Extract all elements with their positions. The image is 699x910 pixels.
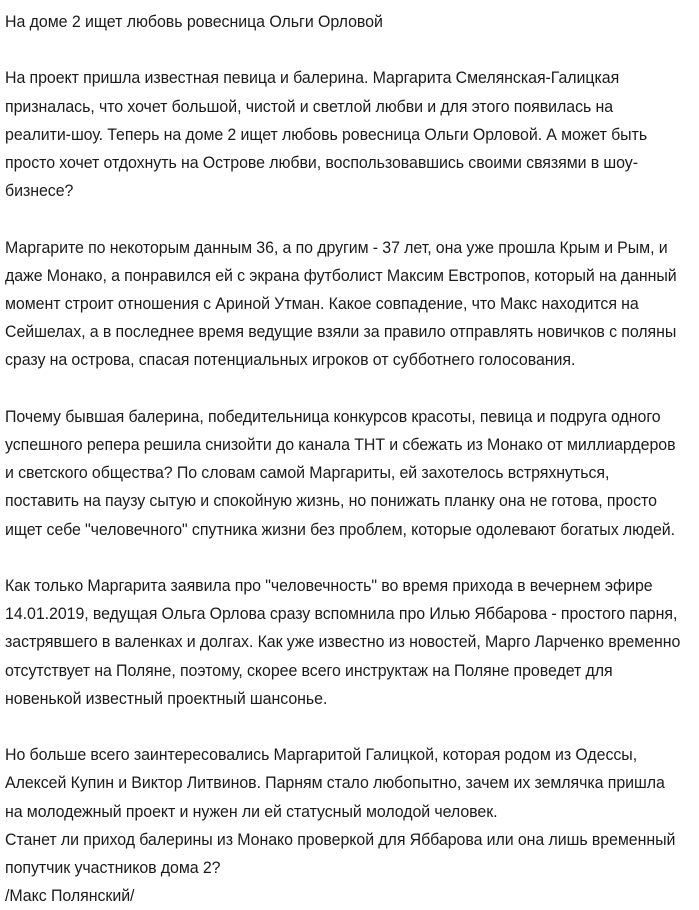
paragraph-spacer bbox=[5, 205, 693, 233]
article-paragraph-4: Как только Маргарита заявила про "человечность" во время прихода в вечернем эфире 14.01.2019, ведущая Ольга Орлова сразу вспомнила про Илью Яббарова - простого парня, застрявшего в валенках и долгах. Как уже известно из новостей, Марго Ларченко временно отсутствует на Поляне, поэтому, скорее всего инструктаж на Поляне проведет для новенькой известный проектный шансонье. bbox=[5, 577, 681, 708]
article-paragraph-5: Но больше всего заинтересовались Маргаритой Галицкой, которая родом из Одессы, Алексей Купин и Виктор Литвинов. Парням стало любопытно, зачем их землячка пришла на молодежный проект и нужен ли ей статусный молодой человек. bbox=[5, 746, 665, 821]
article-paragraph-2: Маргарите по некоторым данным 36, а по другим - 37 лет, она уже прошла Крым и Рым, и даже Монако, а понравился ей с экрана футболист Максим Евстропов, который на данный момент строит отношения с Ариной Утман. Какое совпадение, что Макс находится на Сейшелах, а в последнее время ведущие взяли за правило отправлять новичков с поляны сразу на острова, спасая потенциальных игроков от субботнего голосования. bbox=[5, 238, 677, 370]
paragraph-spacer bbox=[5, 713, 693, 741]
paragraph-spacer bbox=[5, 36, 693, 64]
article-paragraph-3: Почему бывшая балерина, победительница конкурсов красоты, певица и подруга одного успешного репера решила снизойти до канала ТНТ и сбежать из Монако от миллиардеров и светского общества? По словам самой Маргариты, ей захотелось встряхнуться, поставить на паузу сытую и спокойную жизнь, но понижать планку она не готова, просто ищет себе "человечного" спутника жизни без проблем, которые одолевают богатых людей. bbox=[5, 407, 676, 539]
article-headline: На доме 2 ищет любовь ровесница Ольги Орловой bbox=[5, 13, 383, 31]
paragraph-spacer bbox=[5, 544, 693, 572]
paragraph-spacer bbox=[5, 375, 693, 403]
article-paragraph-6: Станет ли приход балерины из Монако проверкой для Яббарова или она лишь временный попутчик участников дома 2? bbox=[5, 830, 676, 878]
article-paragraph-1: На проект пришла известная певица и балерина. Маргарита Смелянская-Галицкая призналась, что хочет большой, чистой и светлой любви и для этого появилась на реалити-шоу. Теперь на доме 2 ищет любовь ровесница Ольги Орловой. А может быть просто хочет отдохнуть на Острове любви, воспользовавшись своими связями в шоу-бизнесе? bbox=[5, 69, 648, 201]
article-signature: /Макс Полянский/ bbox=[5, 887, 135, 906]
